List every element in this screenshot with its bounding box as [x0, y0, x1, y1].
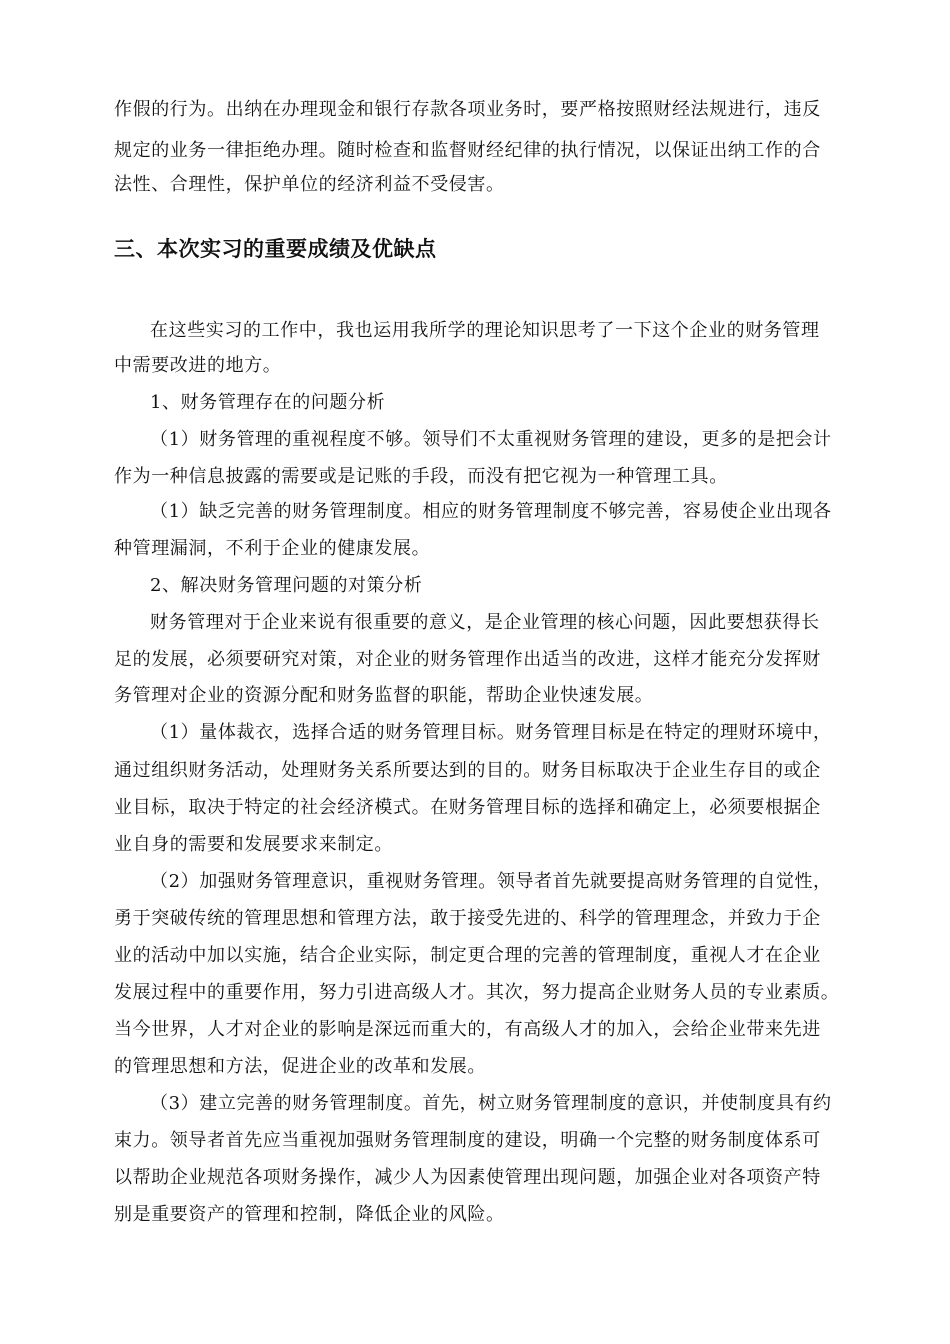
paragraph-line: 勇于突破传统的管理思想和管理方法，敢于接受先进的、科学的管理理念，并致力于企 [114, 908, 821, 929]
paragraph-line: 业自身的需要和发展要求来制定。 [114, 834, 393, 855]
paragraph-line: 足的发展，必须要研究对策，对企业的财务管理作出适当的改进，这样才能充分发挥财 [114, 649, 821, 670]
subheading-line: 1、财务管理存在的问题分析 [150, 392, 386, 413]
paragraph-line: （3）建立完善的财务管理制度。首先，树立财务管理制度的意识，并使制度具有约 [150, 1093, 832, 1114]
paragraph-line: 当今世界，人才对企业的影响是深远而重大的，有高级人才的加入，会给企业带来先进 [114, 1019, 821, 1040]
paragraph-line: 别是重要资产的管理和控制，降低企业的风险。 [114, 1204, 505, 1225]
paragraph-line: 中需要改进的地方。 [114, 355, 282, 376]
paragraph-line: 以帮助企业规范各项财务操作，减少人为因素使管理出现问题，加强企业对各项资产特 [114, 1167, 821, 1188]
intro-line: 法性、合理性，保护单位的经济利益不受侵害。 [114, 174, 505, 195]
paragraph-line: （2）加强财务管理意识，重视财务管理。领导者首先就要提高财务管理的自觉性， [150, 871, 832, 892]
paragraph-line: 的管理思想和方法，促进企业的改革和发展。 [114, 1056, 486, 1077]
section-heading: 三、本次实习的重要成绩及优缺点 [114, 237, 437, 261]
paragraph-line: 种管理漏洞，不利于企业的健康发展。 [114, 538, 431, 559]
paragraph-line: 业目标，取决于特定的社会经济模式。在财务管理目标的选择和确定上，必须要根据企 [114, 797, 821, 818]
paragraph-line: 束力。领导者首先应当重视加强财务管理制度的建设，明确一个完整的财务制度体系可 [114, 1130, 821, 1151]
paragraph-line: 务管理对企业的资源分配和财务监督的职能，帮助企业快速发展。 [114, 685, 654, 706]
paragraph-line: 在这些实习的工作中，我也运用我所学的理论知识思考了一下这个企业的财务管理 [150, 320, 820, 341]
paragraph-line: （1）财务管理的重视程度不够。领导们不太重视财务管理的建设，更多的是把会计 [150, 429, 832, 450]
paragraph-line: 业的活动中加以实施，结合企业实际，制定更合理的完善的管理制度，重视人才在企业 [114, 945, 821, 966]
intro-line: 规定的业务一律拒绝办理。随时检查和监督财经纪律的执行情况，以保证出纳工作的合 [114, 140, 821, 161]
paragraph-line: 作为一种信息披露的需要或是记账的手段，而没有把它视为一种管理工具。 [114, 466, 728, 487]
paragraph-line: 发展过程中的重要作用，努力引进高级人才。其次，努力提高企业财务人员的专业素质。 [114, 982, 840, 1003]
paragraph-line: （1）缺乏完善的财务管理制度。相应的财务管理制度不够完善，容易使企业出现各 [150, 501, 832, 522]
intro-line: 作假的行为。出纳在办理现金和银行存款各项业务时，要严格按照财经法规进行，违反 [114, 99, 821, 120]
paragraph-line: 财务管理对于企业来说有很重要的意义，是企业管理的核心问题，因此要想获得长 [150, 612, 820, 633]
paragraph-line: 通过组织财务活动，处理财务关系所要达到的目的。财务目标取决于企业生存目的或企 [114, 760, 821, 781]
subheading-line: 2、解决财务管理问题的对策分析 [150, 575, 423, 596]
paragraph-line: （1）量体裁衣，选择合适的财务管理目标。财务管理目标是在特定的理财环境中， [150, 722, 832, 743]
